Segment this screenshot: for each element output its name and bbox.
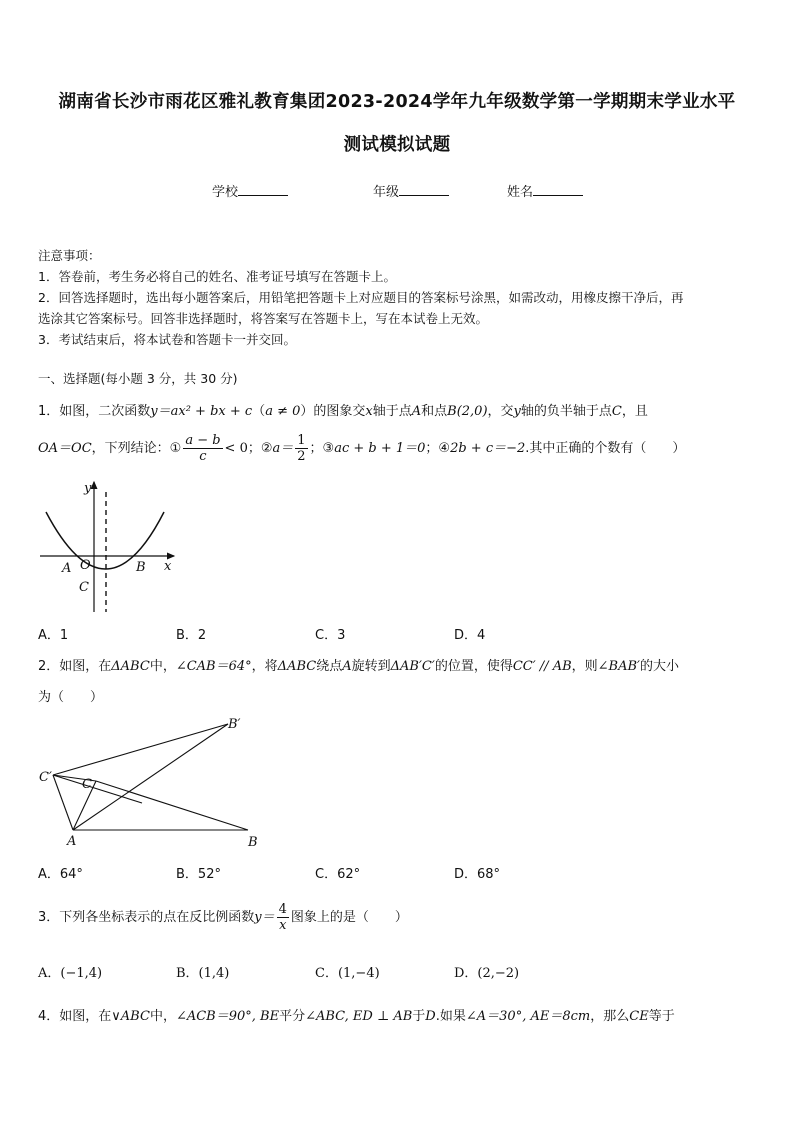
label-A: A [62, 561, 72, 576]
note-item: 3．考试结束后，将本试卷和答题卡一并交回。 [38, 332, 296, 347]
name-field [507, 181, 583, 200]
q1-formula: B(2,0) [447, 404, 488, 419]
segment-ACp [53, 775, 73, 830]
label-Bp: B′ [228, 717, 241, 732]
label-x: x [164, 559, 172, 574]
q3-fraction [277, 902, 289, 933]
grade-field [373, 181, 449, 200]
frac-denominator: 2 [297, 449, 306, 464]
frac-denominator: x [279, 918, 287, 933]
name-blank [533, 182, 583, 196]
q2-formula: ∠CAB＝64° [175, 659, 252, 674]
q1-parabola-figure [36, 476, 181, 616]
q1-text: ；③ [309, 441, 335, 456]
exam-title-line1: 湖南省长沙市雨花区雅礼教育集团2023-2024学年九年级数学第一学期期末学业水平 [58, 92, 736, 112]
q1-formula: OA＝OC [38, 441, 92, 456]
q1-text: （ [252, 404, 266, 419]
section-heading: 一、选择题(每小题 3 分，共 30 分) [38, 371, 238, 386]
q4-formula: ∠A＝30°, AE＝8cm [465, 1009, 591, 1024]
q2-text: 的位置，使得 [434, 659, 513, 674]
q4-text: 4．如图，在 [38, 1009, 112, 1024]
exam-title-line2: 测试模拟试题 [343, 135, 451, 155]
q1-option-c[interactable]: C．3 [315, 628, 346, 643]
label-y: y [84, 481, 92, 496]
q4-text: 等于 [648, 1009, 675, 1024]
label-C: C [82, 777, 92, 792]
q1-text: ，下列结论：① [91, 441, 182, 456]
q4-text: 中， [149, 1009, 176, 1024]
label-A: A [67, 834, 77, 849]
q2-formula: A [342, 659, 352, 674]
q2-formula: ΔAB′C′ [390, 659, 435, 674]
school-field [212, 181, 288, 200]
note-item: 选涂其它答案标号。回答非选择题时，将答案写在答题卡上，写在本试卷上无效。 [38, 311, 489, 326]
label-B: B [136, 560, 146, 575]
q2-option-a[interactable]: A．64° [38, 867, 83, 882]
q1-formula: y＝ax² + bx + c [150, 404, 253, 419]
q4-text: 于 [412, 1009, 426, 1024]
q2-formula: ∠BAB′ [597, 659, 640, 674]
q1-formula: a＝ [272, 441, 294, 456]
q1-stem-line2 [38, 433, 685, 464]
q1-formula: ac + b + 1＝0 [334, 441, 426, 456]
label-O: O [80, 558, 91, 573]
q1-text: ，且 [621, 404, 648, 419]
q3-stem [38, 902, 408, 933]
frac-numerator: 1 [297, 433, 306, 448]
q4-text: .如果 [435, 1009, 466, 1024]
q3-formula: y＝ [254, 910, 275, 925]
q1-text: 轴于点 [372, 404, 412, 419]
grade-label: 年级 [373, 185, 400, 200]
q1-fraction [183, 433, 222, 464]
q1-formula: A [411, 404, 422, 419]
q2-text: 的大小 [640, 659, 680, 674]
q1-text: ；② [247, 441, 273, 456]
q2-text: 绕点 [316, 659, 343, 674]
note-item: 2．回答选择题时，选出每小题答案后，用铅笔把答题卡上对应题目的答案标号涂黑，如需改动，用橡皮擦干净后，再 [38, 290, 684, 305]
q1-text: 1．如图，二次函数 [38, 404, 151, 419]
q1-text: ；④ [425, 441, 451, 456]
notes-heading: 注意事项： [38, 248, 101, 263]
school-label: 学校 [212, 185, 239, 200]
q1-text: .其中正确的个数有（ ） [525, 441, 686, 456]
q2-rotation-figure [36, 712, 266, 854]
q4-stem [38, 1005, 675, 1024]
q2-option-d[interactable]: D．68° [454, 867, 501, 882]
q4-formula: ∨ABC [111, 1009, 150, 1024]
q3-option-c[interactable]: C．(1,−4) [315, 966, 380, 981]
name-label: 姓名 [507, 185, 534, 200]
q2-stem-line1 [38, 655, 679, 674]
q1-formula: x [365, 404, 373, 419]
q2-option-b[interactable]: B．52° [176, 867, 221, 882]
q2-text: ，将 [251, 659, 278, 674]
q4-text: 平分 [279, 1009, 306, 1024]
frac-numerator: a − b [185, 433, 221, 448]
q2-formula: CC′ // AB [512, 659, 572, 674]
q1-text: ，交 [487, 404, 514, 419]
q3-option-d[interactable]: D．(2,−2) [454, 966, 520, 981]
q3-text: 3．下列各坐标表示的点在反比例函数 [38, 910, 255, 925]
segment-CpBp [53, 724, 228, 775]
q1-text: 和点 [421, 404, 448, 419]
q1-formula: y [513, 404, 521, 419]
frac-numerator: 4 [278, 902, 287, 917]
q1-stem-line1 [38, 400, 648, 419]
q3-text: 图象上的是（ ） [290, 910, 408, 925]
segment-Cp-inner [53, 775, 142, 803]
q1-formula: < 0 [224, 441, 248, 456]
q4-formula: ∠ACB＝90°, BE [175, 1009, 280, 1024]
grade-blank [399, 182, 449, 196]
q1-half [295, 433, 307, 464]
q2-stem-line2: 为（ ） [38, 690, 104, 705]
q4-text: ，那么 [590, 1009, 630, 1024]
q4-formula: D [425, 1009, 436, 1024]
q1-formula: C [611, 404, 622, 419]
q2-formula: ΔABC [111, 659, 150, 674]
school-blank [238, 182, 288, 196]
q1-formula: 2b + c＝−2 [450, 441, 526, 456]
notes-section [38, 245, 760, 350]
q2-text: ，则 [571, 659, 598, 674]
q1-option-a[interactable]: A．1 [38, 628, 69, 643]
q2-text: 中， [149, 659, 176, 674]
note-item: 1．答卷前，考生务必将自己的姓名、准考证号填写在答题卡上。 [38, 269, 396, 284]
q2-text: 2．如图，在 [38, 659, 112, 674]
q1-option-b[interactable]: B．2 [176, 628, 207, 643]
q2-formula: ΔABC [277, 659, 317, 674]
label-Cp: C′ [39, 770, 52, 785]
q1-text: ）的图象交 [300, 404, 366, 419]
q1-text: 轴的负半轴于点 [520, 404, 612, 419]
segment-CB [96, 781, 248, 830]
label-B: B [248, 835, 258, 850]
q4-formula: ∠ABC, ED ⊥ AB [305, 1009, 413, 1024]
q3-option-a[interactable]: A．(−1,4) [38, 966, 103, 981]
frac-denominator: c [199, 449, 207, 464]
q3-option-b[interactable]: B．(1,4) [176, 966, 230, 981]
q1-option-d[interactable]: D．4 [454, 628, 486, 643]
label-C: C [79, 580, 89, 595]
q2-option-c[interactable]: C．62° [315, 867, 361, 882]
q4-formula: CE [629, 1009, 649, 1024]
q2-text: 旋转到 [351, 659, 391, 674]
segment-ABp [73, 724, 228, 830]
q1-formula: a ≠ 0 [265, 404, 301, 419]
